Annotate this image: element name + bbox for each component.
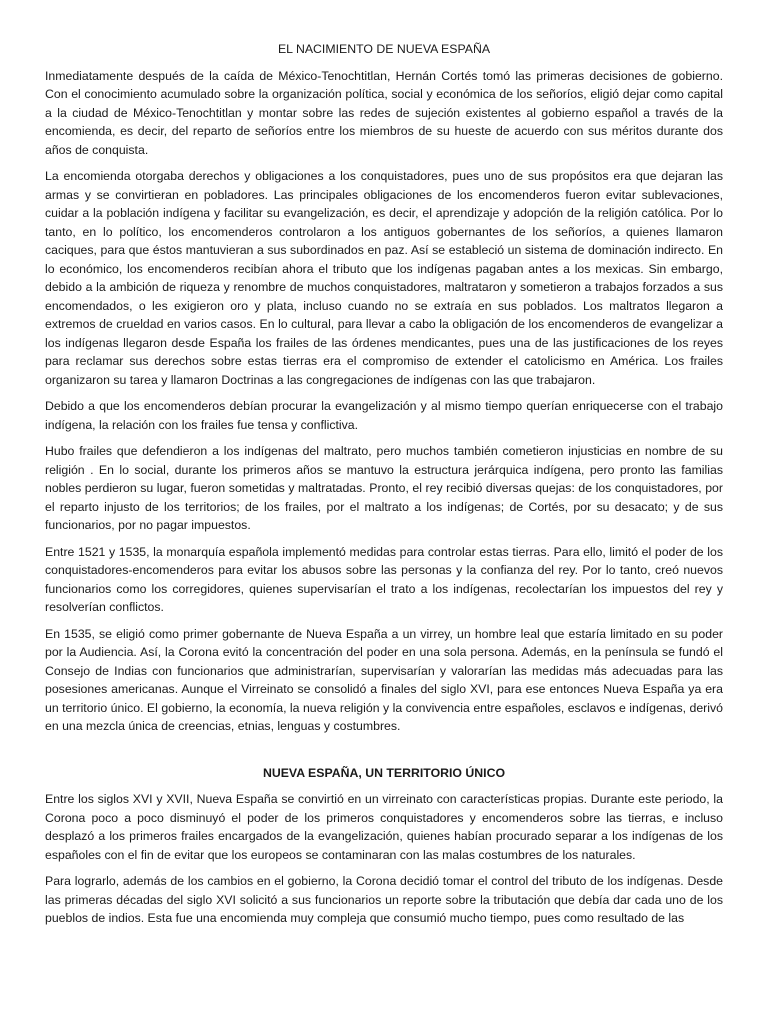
paragraph: Debido a que los encomenderos debían procurar la evangelización y al mismo tiempo querían enriquecerse con el trabajo indígena, la relación con los frailes fue tensa y conflictiva. <box>45 399 723 432</box>
paragraph: Inmediatamente después de la caída de México-Tenochtitlan, Hernán Cortés tomó las primeras decisiones de gobierno. Con el conocimiento acumulado sobre la organización política, social y económica de los señoríos, eligió dejar como capital a la ciudad de México-Tenochtitlan y montar sobre las redes de sujeción existentes al gobierno español a través de la encomienda, es decir, del reparto de señoríos entre los miembros de su hueste de acuerdo con sus méritos durante dos años de conquista. <box>45 68 723 157</box>
paragraph: En 1535, se eligió como primer gobernante de Nueva España a un virrey, un hombre leal que estaría limitado en su poder por la Audiencia. Así, la Corona evitó la concentración del poder en una sola persona. Además, en la península se fundó el Consejo de Indias con funcionarios que administrarían, supervisarían y valorarían las medidas más adecuadas para las posesiones americanas. Aunque el Virreinato se consolidó a finales del siglo XVI, para ese entonces Nueva España ya era un territorio único. El gobierno, la economía, la nueva religión y la convivencia entre españoles, esclavos e indígenas, derivó en una mezcla única de creencias, etnias, lenguas y costumbres. <box>45 626 723 733</box>
paragraph: Entre los siglos XVI y XVII, Nueva España se convirtió en un virreinato con características propias. Durante este periodo, la Corona poco a poco disminuyó el poder de los primeros conquistadores y encomenderos sobre las tierras, e incluso desplazó a los primeros frailes encargados de la evangelización, quienes habían procurado separar a los indígenas de los españoles con el fin de evitar que los europeos se contaminaran con las malas costumbres de los naturales. <box>45 792 723 862</box>
paragraph: Entre 1521 y 1535, la monarquía española implementó medidas para controlar estas tierras. Para ello, limitó el poder de los conquistadores-encomenderos para evitar los abusos sobre las personas y la confianza del rey. Por lo tanto, creó nuevos funcionarios como los corregidores, quienes supervisarían el trato a los indígenas, recolectarían los impuestos del rey y resolverían conflictos. <box>45 544 723 614</box>
paragraph: Para lograrlo, además de los cambios en el gobierno, la Corona decidió tomar el control del tributo de los indígenas. Desde las primeras décadas del siglo XVI solicitó a sus funcionarios un reporte sobre la tributación que debía dar cada uno de los pueblos de indios. Esta fue una encomienda muy compleja que consumió mucho tiempo, pues como resultado de las <box>45 874 723 925</box>
document-title: EL NACIMIENTO DE NUEVA ESPAÑA <box>277 42 491 56</box>
paragraph: Hubo frailes que defendieron a los indígenas del maltrato, pero muchos también cometieron injusticias en nombre de su religión . En lo social, durante los primeros años se mantuvo la estructura jerárquica indígena, pero pronto las familias nobles perdieron su lugar, fueron sometidas y maltratadas. Pronto, el rey recibió diversas quejas: de los conquistadores, por el reparto injusto de los territorios; de los frailes, por el maltrato a los indígenas; de Cortés, por su desacato; y de sus funcionarios, por no pagar impuestos. <box>45 444 723 532</box>
document-body <box>45 40 723 936</box>
section-heading: NUEVA ESPAÑA, UN TERRITORIO ÚNICO <box>262 765 506 780</box>
paragraph: La encomienda otorgaba derechos y obligaciones a los conquistadores, pues uno de sus propósitos era que dejaran las armas y se convirtieran en pobladores. Las principales obligaciones de los encomenderos fueron evitar sublevaciones, cuidar a la población indígena y facilitar su evangelización, es decir, el aprendizaje y adopción de la religión católica. Por lo tanto, en lo político, los encomenderos controlaron a los antiguos gobernantes de los señoríos, a quienes llamaron caciques, para que éstos mantuvieran a sus subordinados en paz. Así se estableció un sistema de dominación indirecto. En lo económico, los encomenderos recibían ahora el tributo que los indígenas pagaban antes a los mexicas. Sin embargo, debido a la ambición de riqueza y renombre de muchos conquistadores, maltrataron y sometieron a trabajos forzados a sus encomendados, o les exigieron oro y plata, incluso cuando no se extraía en sus poblados. Los maltratos llegaron a extremos de crueldad en varios casos. En lo cultural, para llevar a cabo la obligación de los encomenderos de evangelizar a los indígenas llegaron desde España los frailes de las órdenes mendicantes, pues una de las justificaciones de los reyes para reclamar sus derechos sobre estas tierras era el compromiso de extender el catolicismo en América. Los frailes organizaron su tarea y llamaron Doctrinas a las congregaciones de indígenas con las que trabajaron. <box>45 169 723 387</box>
